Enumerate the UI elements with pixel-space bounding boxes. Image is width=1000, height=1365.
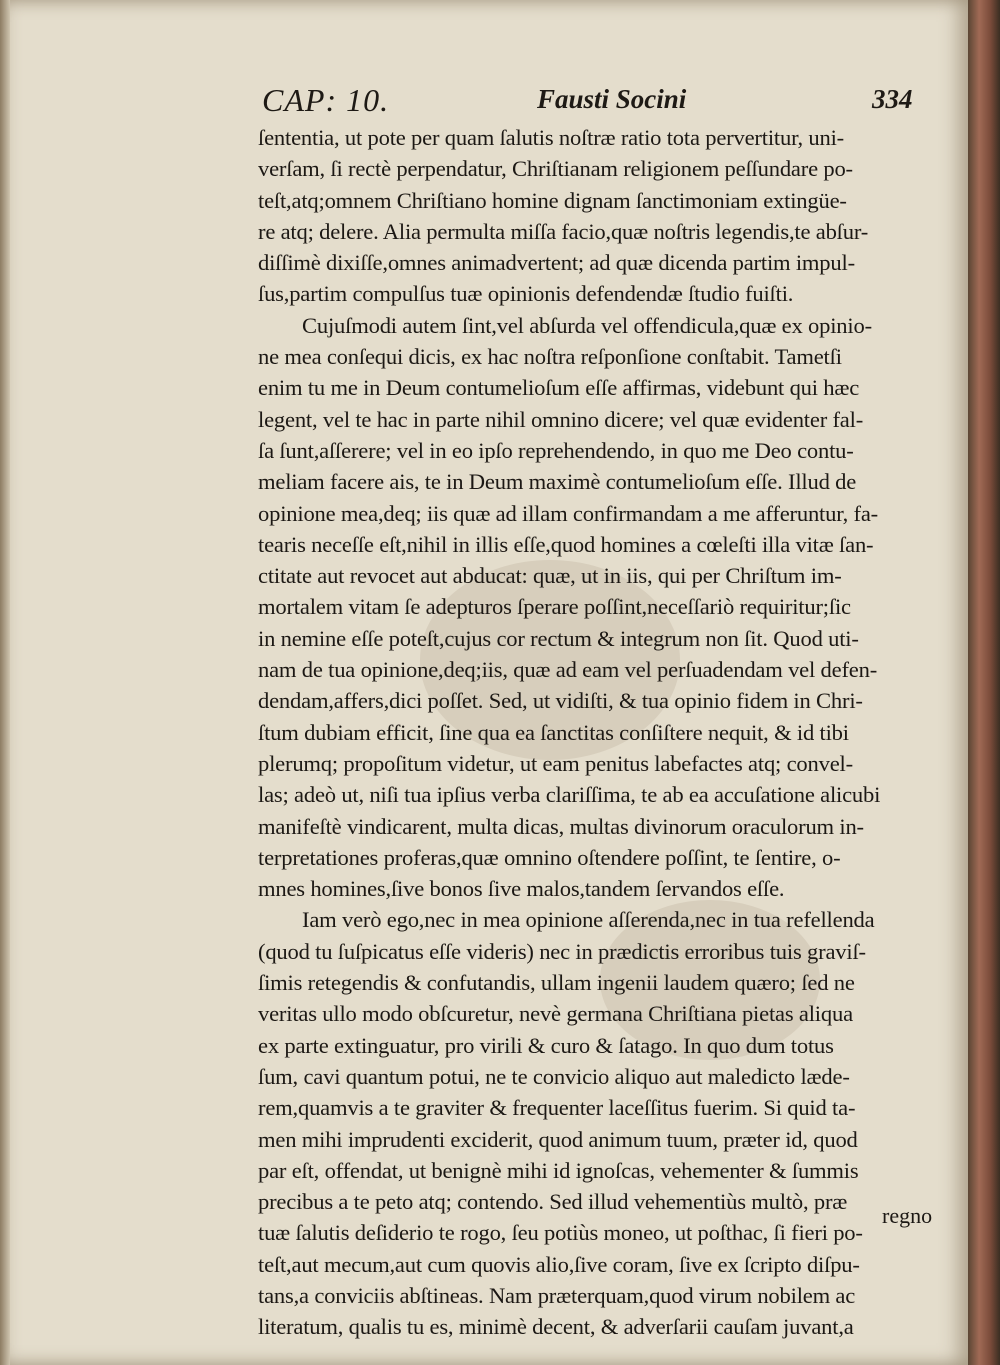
text-line: ex parte extinguatur, pro virili & curo & ſatago. In quo dum totus	[258, 1032, 834, 1058]
text-line: veritas ullo modo obſcuretur, nevè germana Chriſtiana pietas aliqua	[258, 1001, 853, 1027]
text-line: mortalem vitam ſe adepturos ſperare poſſint,neceſſariò requiritur;ſic	[258, 594, 851, 620]
body-text	[258, 122, 948, 1343]
book-edge	[968, 0, 1000, 1365]
text-line: par eſt, offendat, ut benignè mihi id ignoſcas, vehementer & ſummis	[258, 1157, 859, 1183]
text-line: ſententia, ut pote per quam ſalutis noſtræ ratio tota pervertitur, uni-	[258, 125, 844, 150]
text-line: tans,a conviciis abſtineas. Nam præterquam,quod virum nobilem ac	[258, 1282, 856, 1308]
text-line: teſt,atq;omnem Chriſtiano homine dignam ſanctimoniam extingüe-	[258, 187, 847, 213]
text-line: verſam, ſi rectè perpendatur, Chriſtianam religionem peſſundare po-	[258, 156, 853, 182]
text-line: in nemine eſſe poteſt,cujus cor rectum & integrum non ſit. Quod uti-	[258, 625, 859, 651]
chapter-heading: CAP: 10.	[262, 82, 390, 118]
author-heading: Fausti Socini	[537, 84, 687, 114]
text-line: nam de tua opinione,deq;iis, quæ ad eam vel perſuadendam vel defen-	[258, 657, 878, 683]
text-line: manifeſtè vindicarent, multa dicas, multas divinorum oraculorum in-	[258, 813, 864, 839]
text-line: ſtum dubiam efficit, ſine qua ea ſanctitas conſiſtere nequit, & id tibi	[258, 719, 849, 745]
text-line: rem,quamvis a te graviter & frequenter laceſſitus fuerim. Si quid ta-	[258, 1095, 856, 1121]
text-line: men mihi imprudenti exciderit, quod animum tuum, præter id, quod	[258, 1126, 858, 1152]
running-header	[262, 82, 942, 122]
text-line: Cujuſmodi autem ſint,vel abſurda vel offendicula,quæ ex opinio-	[302, 312, 872, 338]
text-line: ctitate aut revocet aut abducat: quæ, ut in iis, qui per Chriſtum im-	[258, 563, 842, 589]
text-line: ne mea conſequi dicis, ex hac noſtra reſponſione conſtabit. Tametſi	[258, 344, 842, 370]
text-line: teſt,aut mecum,aut cum quovis alio,ſive coram, ſive ex ſcripto diſpu-	[258, 1251, 860, 1277]
text-line: opinione mea,deq; iis quæ ad illam confirmandam a me afferuntur, fa-	[258, 500, 879, 526]
catchword: regno	[882, 1203, 933, 1228]
text-line: re atq; delere. Alia permulta miſſa facio,quæ noſtris legendis,te abſur-	[258, 218, 869, 244]
text-line: plerumq; propoſitum videtur, ut eam penitus labefactes atq; convel-	[258, 750, 853, 776]
text-line: Iam verò ego,nec in mea opinione aſſerenda,nec in tua refellenda	[302, 907, 875, 933]
text-line: terpretationes proferas,quæ omnino oſtendere poſſint, te ſentire, o-	[258, 844, 841, 870]
text-line: meliam facere ais, te in Deum maximè contumelioſum eſſe. Illud de	[258, 469, 857, 495]
text-line: (quod tu ſuſpicatus eſſe videris) nec in prædictis erroribus tuis graviſ-	[258, 938, 866, 964]
text-line: ſum, cavi quantum potui, ne te convicio aliquo aut maledicto læde-	[258, 1063, 850, 1089]
text-line: dendam,affers,dici poſſet. Sed, ut vidiſti, & tua opinio fidem in Chri-	[258, 688, 863, 714]
text-line: legent, vel te hac in parte nihil omnino dicere; vel quæ evidenter fal-	[258, 406, 864, 432]
text-line: precibus a te peto atq; contendo. Sed illud vehementiùs multò, præ	[258, 1189, 848, 1215]
text-line: enim tu me in Deum contumelioſum eſſe affirmas, videbunt qui hæc	[258, 375, 860, 401]
page-gutter	[0, 0, 10, 1365]
text-line: ſa ſunt,aſſerere; vel in eo ipſo reprehendendo, in quo me Deo contu-	[258, 437, 854, 463]
text-line: tuæ ſalutis deſiderio te rogo, ſeu potiùs moneo, ut poſthac, ſi fieri po-	[258, 1220, 863, 1246]
text-line: diſſimè dixiſſe,omnes animadvertent; ad quæ dicenda partim impul-	[258, 250, 855, 276]
text-line: literatum, qualis tu es, minimè decent, & adverſarii cauſam juvant,a	[258, 1314, 854, 1340]
text-line: ſus,partim compulſus tuæ opinionis defendendæ ſtudio fuiſti.	[258, 281, 794, 307]
text-line: las; adeò ut, niſi tua ipſius verba clariſſima, te ab ea accuſatione alicubi	[258, 782, 881, 808]
page-number: 334	[872, 84, 913, 114]
text-line: tearis neceſſe eſt,nihil in illis eſſe,quod homines a cœleſti illa vitæ ſan-	[258, 531, 874, 557]
text-line: mnes homines,ſive bonos ſive malos,tandem ſervandos eſſe.	[258, 876, 785, 902]
text-line: ſimis retegendis & confutandis, ullam ingenii laudem quæro; ſed ne	[258, 970, 855, 996]
